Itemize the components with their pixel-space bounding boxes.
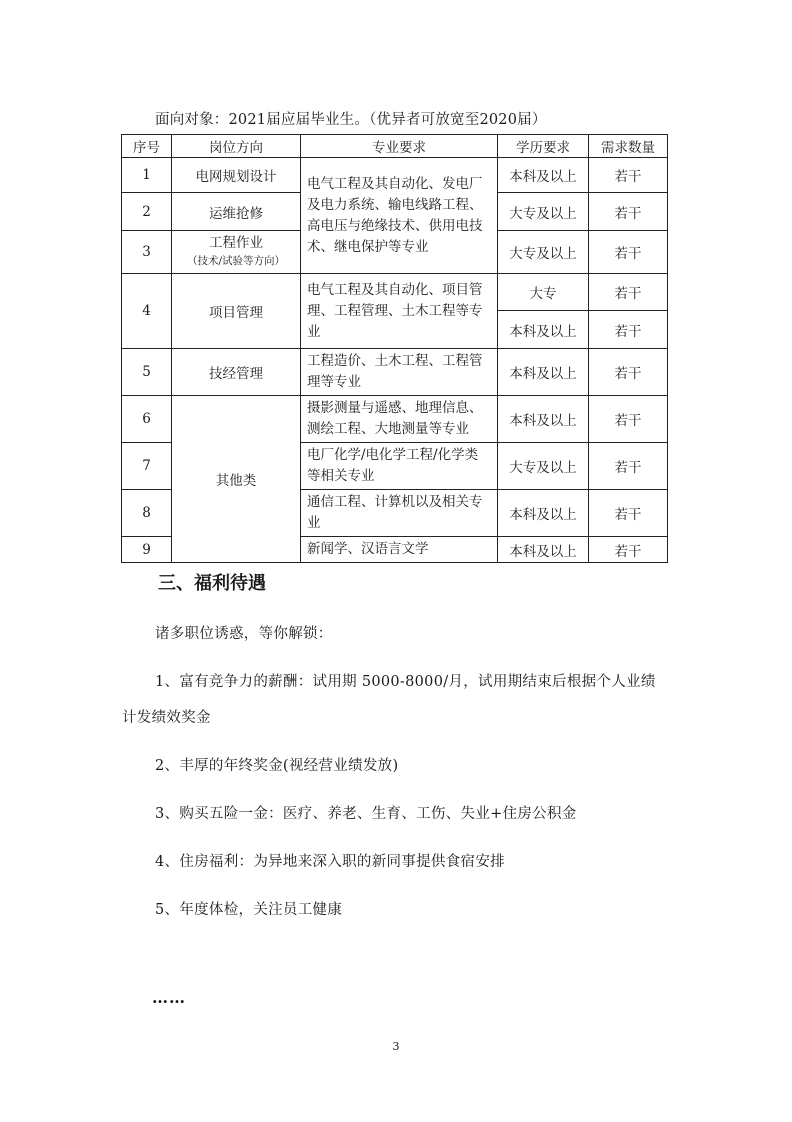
cell-no: 7: [122, 443, 172, 490]
cell-no: 8: [122, 490, 172, 537]
job-table: [121, 134, 668, 563]
header-major: 专业要求: [301, 135, 498, 158]
header-no: 序号: [122, 135, 172, 158]
intro-text: 诸多职位诱惑，等你解锁：: [155, 626, 333, 642]
cell-major: 摄影测量与遥感、地理信息、测绘工程、大地测量等专业: [301, 396, 498, 443]
cell-count: 若干: [589, 274, 668, 311]
cell-position: 项目管理: [172, 274, 301, 349]
cell-education: 本科及以上: [498, 311, 589, 349]
cell-no: 1: [122, 158, 172, 193]
page-number: 3: [392, 1040, 400, 1053]
cell-no: 5: [122, 349, 172, 396]
target-audience-line: 面向对象：2021届应届毕业生。（优异者可放宽至2020届）: [155, 112, 547, 128]
cell-education: 本科及以上: [498, 349, 589, 396]
benefit-4: 4、住房福利：为异地来深入职的新同事提供食宿安排: [155, 854, 505, 870]
header-position: 岗位方向: [172, 135, 301, 158]
cell-education: 大专及以上: [498, 231, 589, 274]
cell-no: 2: [122, 193, 172, 231]
table-row: [122, 349, 668, 396]
cell-position: 技经管理: [172, 349, 301, 396]
benefit-2: 2、丰厚的年终奖金(视经营业绩发放): [155, 758, 399, 774]
cell-education: 本科及以上: [498, 396, 589, 443]
cell-count: 若干: [589, 396, 668, 443]
cell-major: 通信工程、计算机以及相关专业: [301, 490, 498, 537]
cell-count: 若干: [589, 158, 668, 193]
cell-major: 电气工程及其自动化、项目管理、工程管理、土木工程等专业: [301, 274, 498, 349]
cell-position: 运维抢修: [172, 193, 301, 231]
position-label: 工程作业: [209, 235, 263, 251]
cell-major: 电气工程及其自动化、发电厂及电力系统、输电线路工程、高电压与绝缘技术、供用电技术、继电保护等专业: [301, 158, 498, 274]
table-header-row: [122, 135, 668, 158]
cell-no: 6: [122, 396, 172, 443]
cell-education: 大专及以上: [498, 443, 589, 490]
cell-position: [172, 231, 301, 274]
cell-no: 9: [122, 537, 172, 563]
cell-count: 若干: [589, 193, 668, 231]
benefit-3: 3、购买五险一金：医疗、养老、生育、工伤、失业+住房公积金: [155, 806, 577, 822]
cell-education: 大专及以上: [498, 193, 589, 231]
table-row: [122, 274, 668, 311]
cell-no: 3: [122, 231, 172, 274]
cell-count: 若干: [589, 537, 668, 563]
cell-position: 电网规划设计: [172, 158, 301, 193]
cell-count: 若干: [589, 311, 668, 349]
cell-education: 大专: [498, 274, 589, 311]
benefit-5: 5、年度体检，关注员工健康: [155, 902, 343, 918]
cell-no: 4: [122, 274, 172, 349]
header-count: 需求数量: [589, 135, 668, 158]
cell-count: 若干: [589, 443, 668, 490]
cell-major: 新闻学、汉语言文学: [301, 537, 498, 563]
cell-education: 本科及以上: [498, 490, 589, 537]
benefit-1-continued: 计发绩效奖金: [122, 710, 211, 726]
table-row: [122, 396, 668, 443]
cell-count: 若干: [589, 490, 668, 537]
position-note: （技术/试验等方向）: [186, 255, 286, 267]
cell-education: 本科及以上: [498, 537, 589, 563]
cell-major: 电厂化学/电化学工程/化学类等相关专业: [301, 443, 498, 490]
ellipsis: ……: [152, 988, 186, 1007]
benefit-1: 1、富有竞争力的薪酬：试用期 5000-8000/月，试用期结束后根据个人业绩: [155, 674, 656, 690]
cell-count: 若干: [589, 349, 668, 396]
cell-count: 若干: [589, 231, 668, 274]
table-row: [122, 158, 668, 193]
section-title: 三、福利待遇: [158, 573, 266, 594]
header-education: 学历要求: [498, 135, 589, 158]
cell-major: 工程造价、土木工程、工程管理等专业: [301, 349, 498, 396]
cell-education: 本科及以上: [498, 158, 589, 193]
cell-position: 其他类: [172, 396, 301, 563]
